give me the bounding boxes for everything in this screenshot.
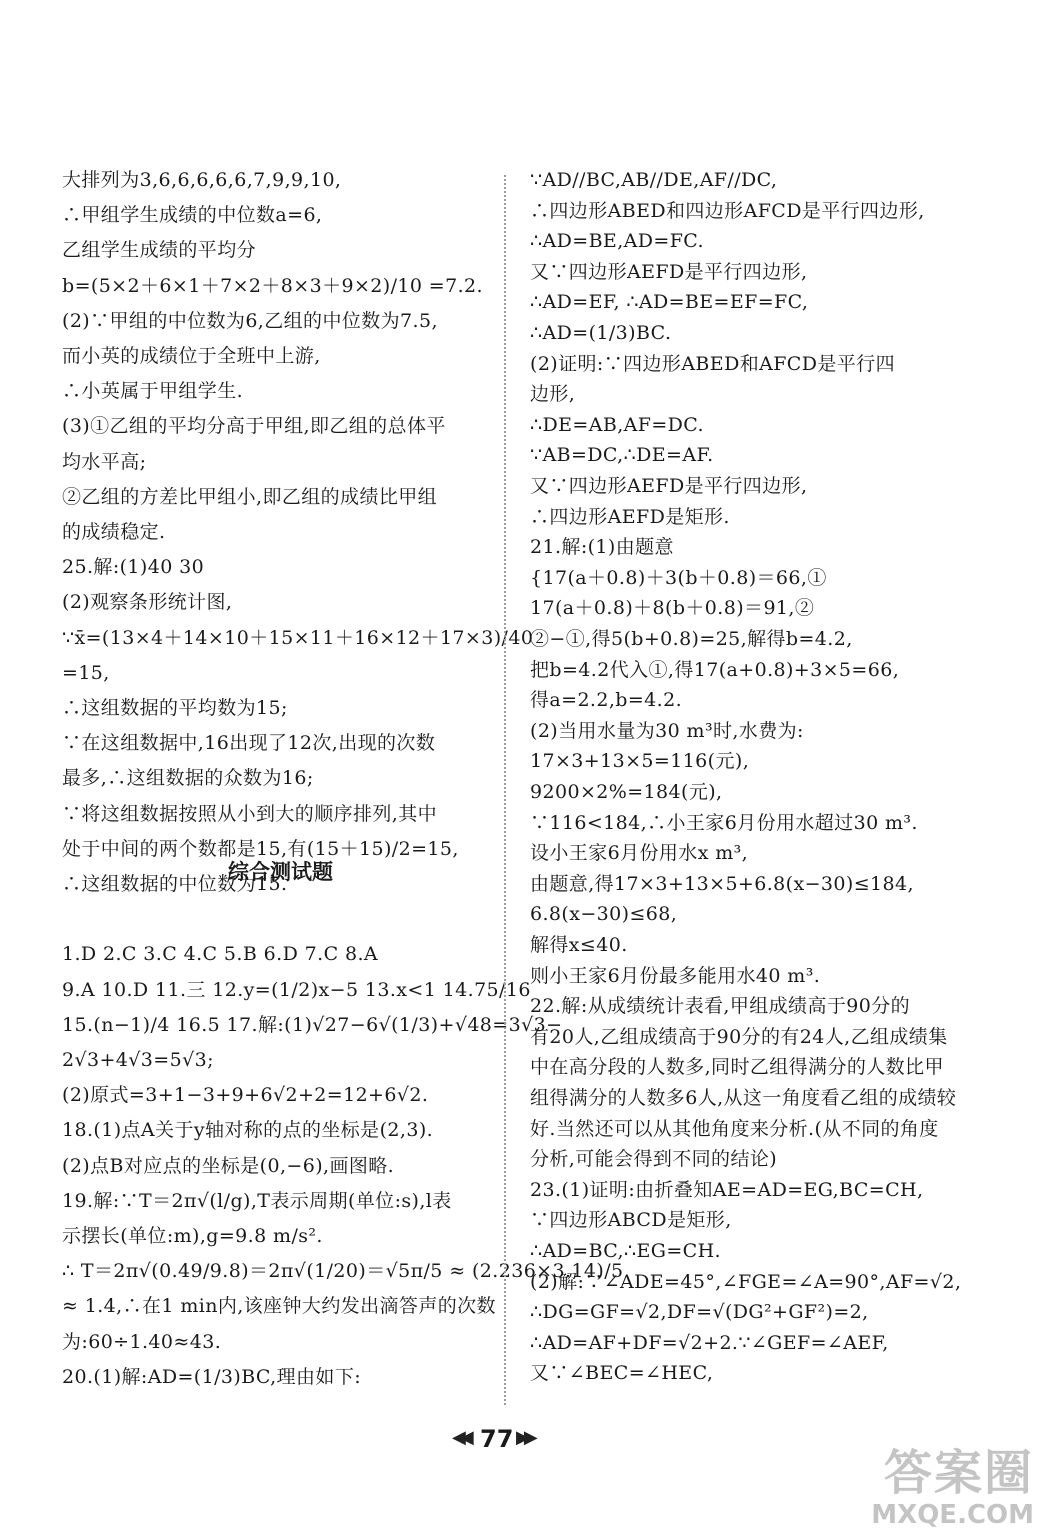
right-col-line: 好.当然还可以从其他角度来分析.(从不同的角度 [530,1117,939,1140]
left-col-line: 大排列为3,6,6,6,6,6,7,9,9,10, [62,169,342,191]
right-col-line: ②−①,得5(b+0.8)=25,解得b=4.2, [530,628,853,650]
left-col-line: b=(5×2＋6×1＋7×2＋8×3＋9×2)/10 =7.2. [62,274,483,297]
page-arrow-right-icon: ▶▶ [516,1427,532,1448]
right-col-line: 有20人,乙组成绩高于90分的有24人,乙组成绩集 [530,1025,948,1048]
watermark-url: MXQE.COM [871,1500,1034,1530]
left-col-line: 最多,∴这组数据的众数为16; [62,767,314,790]
right-col-line: 分析,可能会得到不同的结论) [530,1148,778,1171]
right-col-line: 边形, [530,383,576,406]
right-col-line: ∴AD=BC,∴EG=CH. [530,1240,721,1262]
left-col-line: (3)①乙组的平均分高于甲组,即乙组的总体平 [62,415,446,438]
left-col-line: ∴这组数据的平均数为15; [62,697,288,719]
right-col-line: {17(a＋0.8)＋3(b＋0.8)＝66,① [530,566,827,589]
right-col-line: 6.8(x−30)≤68, [530,903,678,926]
right-col-line: 又∵四边形AEFD是平行四边形, [530,475,808,497]
right-col-line: 解得x≤40. [530,934,628,956]
left-col-line: 的成绩稳定. [62,521,166,543]
right-col-line: (2)解:∵∠ADE=45°,∠FGE=∠A=90°,AF=√2, [530,1270,962,1293]
column-divider [504,175,506,1405]
left-col-line: 20.(1)解:AD=(1/3)BC,理由如下: [62,1365,362,1388]
left-col-line: 19.解:∵T＝2π√(l/g),T表示周期(单位:s),l表 [62,1189,452,1212]
left-col-line: (2)原式=3+1−3+9+6√2+2=12+6√2. [62,1084,429,1107]
left-col-line: 均水平高; [62,450,147,473]
page-number: 77 [480,1425,514,1453]
right-col-line: 又∵四边形AEFD是平行四边形, [530,260,808,283]
right-col-line: ∵116<184,∴小王家6月份用水超过30 m³. [530,811,918,834]
right-col-line: ∴DG=GF=√2,DF=√(DG²+GF²)=2, [530,1301,869,1324]
right-col-line: 组得满分的人数多6人,从这一角度看乙组的成绩较 [530,1087,957,1109]
right-col-line: 中在高分段的人数多,同时乙组得满分的人数比甲 [530,1056,944,1079]
left-col-line: (2)观察条形统计图, [62,591,233,614]
right-col-line: 则小王家6月份最多能用水40 m³. [530,964,821,987]
left-col-line: ∴甲组学生成绩的中位数a=6, [62,204,323,227]
watermark [840,1434,1040,1530]
left-col-line: ②乙组的方差比甲组小,即乙组的成绩比甲组 [62,485,438,508]
right-col-line: 得a=2.2,b=4.2. [530,689,683,712]
left-col-line: ∴小英属于甲组学生. [62,380,244,403]
left-col-line: ∵在这组数据中,16出现了12次,出现的次数 [62,732,436,755]
left-col-line: 18.(1)点A关于y轴对称的点的坐标是(2,3). [62,1119,434,1142]
left-col-line: 15.(n−1)/4 16.5 17.解:(1)√27−6√(1/3)+√48=3√3− [62,1013,563,1036]
right-col-line: ∵四边形ABCD是矩形, [530,1209,732,1232]
left-col-line: 乙组学生成绩的平均分 [62,239,257,262]
right-col-line: ∴四边形ABED和四边形AFCD是平行四边形, [530,199,925,222]
right-col-line: 设小王家6月份用水x m³, [530,842,749,865]
right-col-line: ∴AD=AF+DF=√2+2.∵∠GEF=∠AEF, [530,1331,889,1354]
left-col-line: 处于中间的两个数都是15,有(15＋15)/2=15, [62,837,459,860]
left-col-line: =15, [62,661,110,684]
left-col-line: 2√3+4√3=5√3; [62,1049,214,1071]
right-col-line: ∵AD//BC,AB//DE,AF//DC, [530,169,778,191]
left-col-line: 示摆长(单位:m),g=9.8 m/s². [62,1225,323,1247]
right-col-line: 又∵∠BEC=∠HEC, [530,1362,714,1385]
left-col-line: ∵x̄=(13×4＋14×10＋15×11＋16×12＋17×3)/40 [62,626,534,649]
watermark-logo: 答案圈 [883,1445,1034,1501]
right-col-line: ∵AB=DC,∴DE=AF. [530,444,714,467]
right-col-line: (2)当用水量为30 m³时,水费为: [530,719,804,742]
left-col-line: 而小英的成绩位于全班中上游, [62,345,321,367]
right-col-line: ∴AD=EF, ∴AD=BE=EF=FC, [530,291,809,314]
left-col-line: ∴这组数据的中位数为15. [62,873,288,895]
left-col-line: 9.A 10.D 11.三 12.y=(1/2)x−5 13.x<1 14.75/16 [62,978,531,1001]
left-col-line: ∵将这组数据按照从小到大的顺序排列,其中 [62,802,438,825]
right-col-line: 23.(1)证明:由折叠知AE=AD=EG,BC=CH, [530,1178,924,1201]
left-col-line: (2)∵甲组的中位数为6,乙组的中位数为7.5, [62,309,438,332]
right-col-line: ∴AD=(1/3)BC. [530,322,672,344]
right-col-line: 22.解:从成绩统计表看,甲组成绩高于90分的 [530,995,911,1018]
right-col-line: 9200×2%=184(元), [530,781,723,803]
left-col-line: 1.D 2.C 3.C 4.C 5.B 6.D 7.C 8.A [62,943,379,966]
right-col-line: 17(a＋0.8)＋8(b＋0.8)＝91,② [530,597,815,620]
left-col-line: 25.解:(1)40 30 [62,556,205,579]
right-col-line: ∴AD=BE,AD=FC. [530,230,704,253]
left-col-line: ∴ T＝2π√(0.49/9.8)＝2π√(1/20)＝√5π/5 ≈ (2.236×3.14)/5 [62,1260,624,1283]
right-col-line: 17×3+13×5=116(元), [530,750,750,773]
section-heading: 综合测试题 [228,860,333,884]
left-col-line: 为:60÷1.40≈43. [62,1330,222,1353]
right-col-line: ∴四边形AEFD是矩形. [530,505,730,528]
right-col-line: ∴DE=AB,AF=DC. [530,413,704,436]
left-col-line: ≈ 1.4,∴在1 min内,该座钟大约发出滴答声的次数 [62,1295,496,1318]
left-col-line: (2)点B对应点的坐标是(0,−6),画图略. [62,1154,395,1177]
right-col-line: (2)证明:∵四边形ABED和AFCD是平行四 [530,352,895,375]
right-col-line: 21.解:(1)由题意 [530,536,674,559]
right-col-line: 把b=4.2代入①,得17(a+0.8)+3×5=66, [530,658,900,681]
right-col-line: 由题意,得17×3+13×5+6.8(x−30)≤184, [530,872,914,895]
page-arrow-left-icon: ◀◀ [452,1427,468,1448]
